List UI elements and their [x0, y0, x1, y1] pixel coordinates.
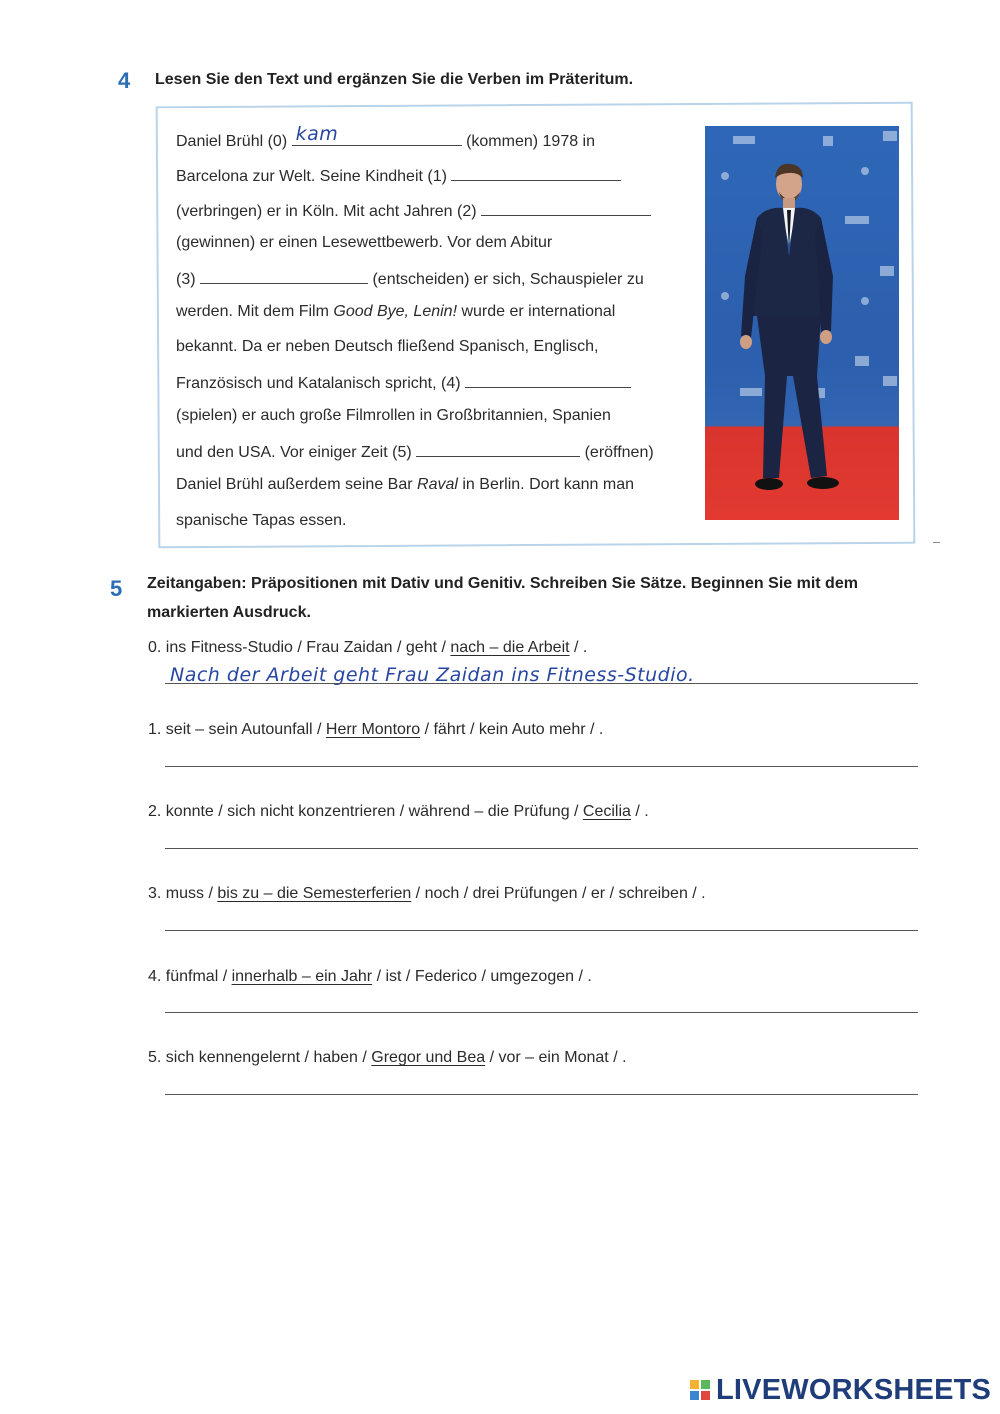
text-segment: werden. Mit dem Film	[176, 303, 329, 320]
marked-expression: Gregor und Bea	[371, 1049, 486, 1066]
item-text: 0. ins Fitness-Studio / Frau Zaidan / geht /	[148, 639, 451, 656]
answer-line-3[interactable]	[165, 930, 918, 931]
answer-line-5[interactable]	[165, 1094, 918, 1095]
item-text: / noch / drei Prüfungen / er / schreiben / .	[411, 885, 706, 902]
item-text: 4. fünfmal /	[148, 968, 232, 985]
actor-figure	[705, 126, 899, 520]
answer-0-handwritten: Nach der Arbeit geht Frau Zaidan ins Fitness-Studio.	[170, 664, 695, 686]
text-line-2	[176, 163, 621, 188]
exercise-5-instruction-line-1: Zeitangaben: Präpositionen mit Dativ und Genitiv. Schreiben Sie Sätze. Beginnen Sie mit dem	[147, 575, 858, 592]
item-text: / .	[569, 639, 588, 656]
text-segment: Daniel Brühl außerdem seine Bar	[176, 476, 413, 493]
answer-line-0[interactable]	[165, 683, 918, 684]
exercise-4-number: 4	[118, 68, 131, 93]
film-title: Good Bye, Lenin!	[333, 303, 458, 320]
text-segment: (spielen) er auch große Filmrollen in Großbritannien, Spanien	[176, 407, 611, 424]
sentence-item-0	[148, 637, 587, 659]
text-line-4	[176, 232, 552, 254]
text-line-7	[176, 336, 598, 358]
gap-1[interactable]	[451, 163, 621, 181]
item-text: 5. sich kennengelernt / haben /	[148, 1049, 372, 1066]
answer-line-1[interactable]	[165, 766, 918, 767]
item-text: / .	[630, 803, 649, 820]
sentence-item-3	[148, 883, 706, 905]
gap-5[interactable]	[416, 439, 580, 457]
sentence-item-5	[148, 1047, 627, 1069]
text-segment: (gewinnen) er einen Lesewettbewerb. Vor dem Abitur	[176, 234, 553, 251]
item-text: 2. konnte / sich nicht konzentrieren / während – die Prüfung /	[148, 803, 583, 820]
marked-expression: innerhalb – ein Jahr	[231, 968, 373, 985]
item-text: 3. muss /	[148, 885, 218, 902]
text-line-3	[176, 198, 651, 223]
text-line-12	[176, 510, 346, 532]
text-segment: (entscheiden) er sich, Schauspieler zu	[372, 271, 644, 288]
bar-name: Raval	[417, 476, 458, 493]
item-text: / vor – ein Monat / .	[485, 1049, 627, 1066]
gap-0-answer: kam	[295, 123, 339, 145]
text-segment: Barcelona zur Welt. Seine Kindheit (1)	[176, 168, 447, 185]
text-segment: (eröffnen)	[584, 444, 654, 461]
text-line-1	[176, 123, 596, 153]
text-line-9	[176, 405, 611, 427]
text-line-5	[176, 266, 644, 291]
text-line-10	[176, 439, 654, 464]
item-text: 1. seit – sein Autounfall /	[148, 721, 326, 738]
text-segment: bekannt. Da er neben Deutsch fließend Spanisch, Englisch,	[176, 338, 599, 355]
exercise-4-instruction: Lesen Sie den Text und ergänzen Sie die Verben im Präteritum.	[155, 71, 634, 88]
text-segment: Daniel Brühl (0)	[176, 133, 288, 150]
liveworksheets-logo	[690, 1373, 990, 1407]
marked-expression: nach – die Arbeit	[450, 639, 570, 656]
marked-expression: Cecilia	[582, 803, 631, 820]
text-segment: und den USA. Vor einiger Zeit (5)	[176, 444, 412, 461]
text-segment: (3)	[176, 271, 196, 288]
exercise-5-number: 5	[110, 576, 123, 601]
answer-line-4[interactable]	[165, 1012, 918, 1013]
text-segment: in Berlin. Dort kann man	[462, 476, 635, 493]
marked-expression: Herr Montoro	[325, 721, 421, 738]
text-segment: (kommen) 1978 in	[466, 133, 596, 150]
gap-3[interactable]	[200, 266, 368, 284]
text-line-6	[176, 301, 615, 323]
sentence-item-4	[148, 966, 592, 988]
margin-dash	[933, 542, 940, 543]
text-segment: (verbringen) er in Köln. Mit acht Jahren (2)	[176, 203, 477, 220]
item-text: / fährt / kein Auto mehr / .	[420, 721, 604, 738]
sentence-item-1	[148, 719, 603, 741]
gap-2[interactable]	[481, 198, 651, 216]
text-segment: wurde er international	[461, 303, 616, 320]
item-text: / ist / Federico / umgezogen / .	[372, 968, 592, 985]
actor-photo	[705, 126, 899, 520]
answer-line-2[interactable]	[165, 848, 918, 849]
logo-text: LIVEWORKSHEETS	[716, 1374, 992, 1406]
text-line-11	[176, 474, 634, 496]
sentence-item-2	[148, 801, 649, 823]
gap-4[interactable]	[465, 370, 631, 388]
text-segment: Französisch und Katalanisch spricht, (4)	[176, 375, 461, 392]
text-segment: spanische Tapas essen.	[176, 512, 347, 529]
text-line-8	[176, 370, 631, 395]
marked-expression: bis zu – die Semesterferien	[217, 885, 412, 902]
gap-0[interactable]	[292, 123, 462, 146]
exercise-5-instruction-line-2: markierten Ausdruck.	[147, 604, 311, 621]
logo-icon	[690, 1380, 712, 1402]
